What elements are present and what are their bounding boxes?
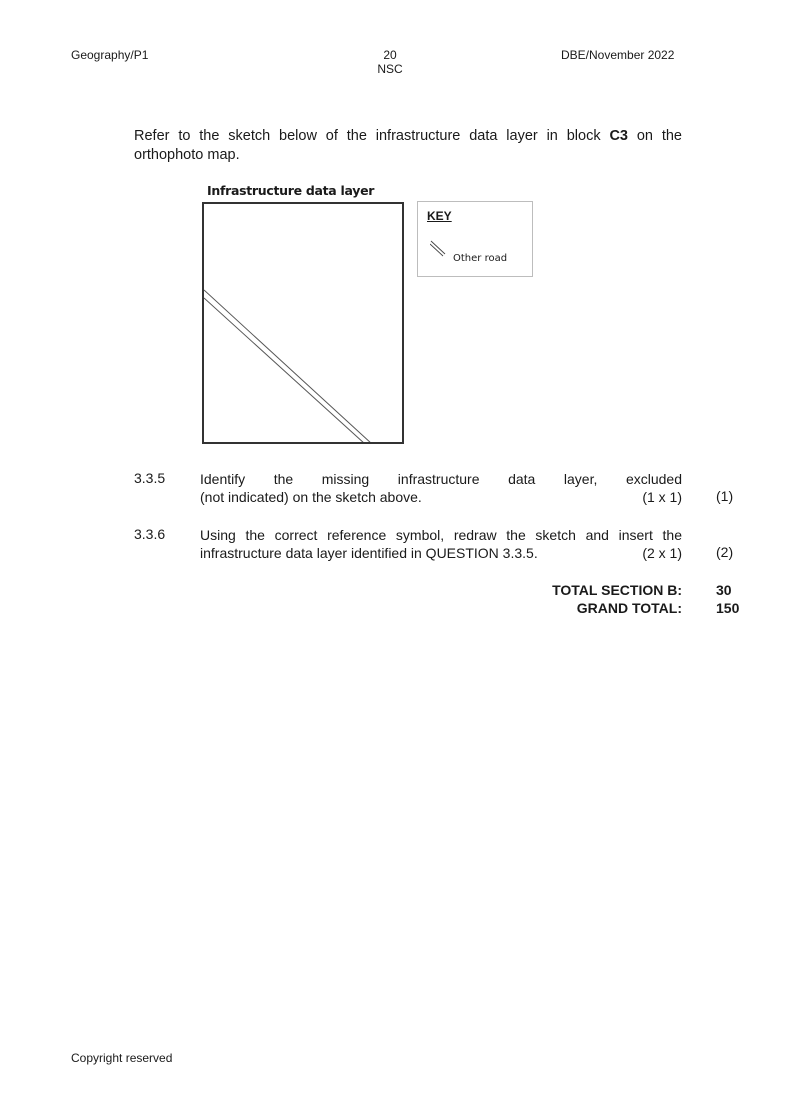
question-3-3-6-line2: infrastructure data layer identified in QUESTION 3.3.5. — [200, 545, 538, 561]
total-section-b-value: 30 — [716, 582, 732, 598]
page-number: 20 — [383, 48, 397, 62]
key-title: KEY — [427, 209, 452, 223]
header-nsc: NSC — [377, 62, 403, 76]
question-3-3-5-line2-row — [200, 488, 682, 506]
question-3-3-6-marks: (2) — [716, 544, 734, 560]
other-road-line-icon — [204, 204, 402, 442]
question-3-3-6-line2-row — [200, 544, 682, 562]
intro-paragraph — [134, 127, 682, 165]
question-3-3-5-line1: Identify the missing infrastructure data layer, excluded — [200, 471, 682, 487]
question-3-3-6-allocation: (2 x 1) — [642, 545, 682, 561]
question-3-3-6-line1: Using the correct reference symbol, redraw the sketch and insert the — [200, 527, 682, 543]
figure-title: Infrastructure data layer — [207, 183, 375, 198]
header-subject: Geography/P1 — [71, 48, 149, 62]
total-section-b-label: TOTAL SECTION B: — [552, 582, 682, 598]
header-page-number — [360, 48, 420, 76]
question-3-3-6-text — [200, 526, 682, 562]
question-number-3-3-5: 3.3.5 — [134, 470, 166, 486]
question-3-3-5-marks: (1) — [716, 488, 734, 504]
key-label-other-road: Other road — [453, 253, 508, 264]
infrastructure-sketch — [202, 202, 404, 444]
intro-block-ref: C3 — [609, 128, 628, 144]
intro-text-after: on the orthophoto map. — [134, 128, 683, 163]
question-3-3-5-text — [200, 470, 682, 506]
intro-text-before: Refer to the sketch below of the infrastructure data layer in block — [134, 128, 610, 144]
question-number-3-3-6: 3.3.6 — [134, 526, 166, 542]
header-exam-date: DBE/November 2022 — [561, 48, 675, 62]
grand-total-label: GRAND TOTAL: — [576, 600, 682, 616]
footer-copyright: Copyright reserved — [71, 1051, 173, 1065]
question-3-3-5-allocation: (1 x 1) — [642, 489, 682, 505]
map-key — [417, 201, 533, 277]
grand-total-value: 150 — [716, 600, 740, 616]
other-road-key-icon — [430, 240, 448, 258]
question-3-3-5-line2: (not indicated) on the sketch above. — [200, 489, 422, 505]
